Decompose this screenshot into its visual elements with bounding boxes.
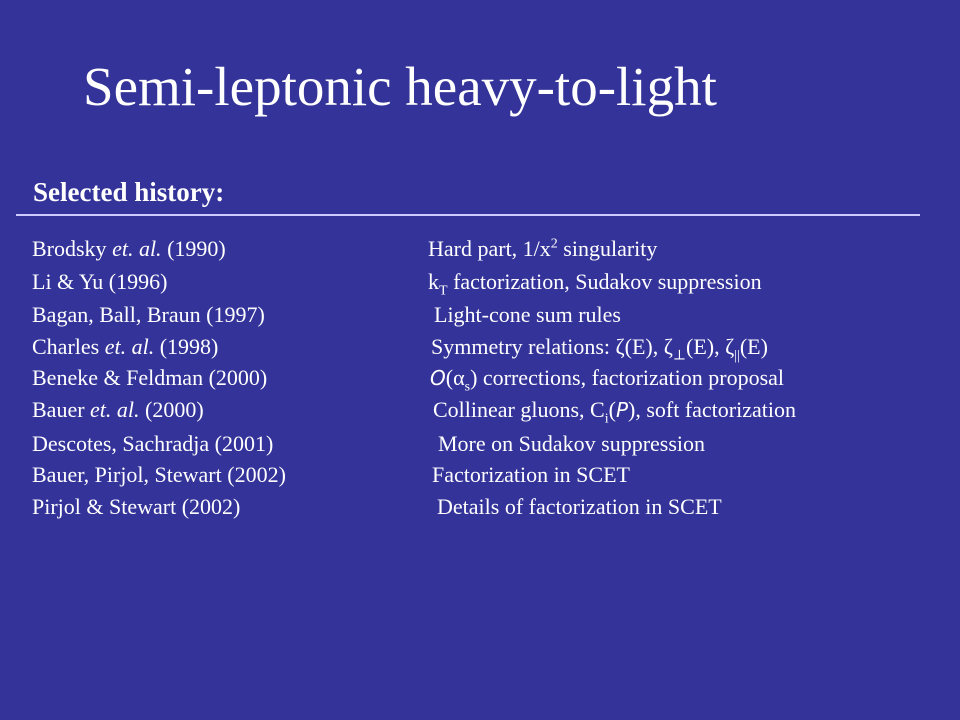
history-row-beneke <box>0 362 960 394</box>
description: $k_T$ factorization, Sudakov suppression <box>428 269 762 299</box>
history-row-charles <box>0 331 960 363</box>
slide-title: Semi-leptonic heavy-to-light <box>83 56 717 117</box>
big-o-symbol: O <box>430 366 446 390</box>
history-row-pirjol <box>0 491 960 523</box>
reference: Bauer, Pirjol, Stewart (2002) <box>32 462 286 487</box>
history-row-descotes <box>0 428 960 460</box>
divider-line <box>16 214 920 216</box>
reference: Beneke & Feldman (2000) <box>32 365 268 390</box>
section-heading: Selected history: <box>33 177 225 207</box>
description: Light-cone sum rules <box>434 302 621 327</box>
history-row-bauer-2002 <box>0 459 960 491</box>
description: Hard part, $1/x^2$ singularity <box>428 236 658 261</box>
reference: Li & Yu (1996) <box>32 269 168 294</box>
history-row-bauer-2000 <box>0 394 960 426</box>
description: Factorization in SCET <box>432 462 630 487</box>
reference: Descotes, Sachradja (2001) <box>32 431 274 456</box>
description: More on Sudakov suppression <box>438 431 706 456</box>
description: Details of factorization in SCET <box>437 494 722 519</box>
reference: Charles et. al. (1998) <box>32 334 219 359</box>
description: Symmetry relations: ζ(E), $\zeta_\perp(E)$, $\zeta_{||}(E)$ <box>431 334 768 364</box>
history-row-li-yu <box>0 266 960 298</box>
description: $O(\alpha_s)$ corrections, factorization proposal <box>430 365 785 395</box>
reference: Pirjol & Stewart (2002) <box>32 494 241 519</box>
reference: Brodsky et. al. (1990) <box>32 236 226 261</box>
reference: Bagan, Ball, Braun (1997) <box>32 302 265 327</box>
history-row-brodsky <box>0 233 960 265</box>
description: Collinear gluons, $C_i(P)$, soft factorization <box>433 397 796 427</box>
history-row-bagan <box>0 299 960 331</box>
script-p-symbol: P <box>615 398 628 422</box>
reference: Bauer et. al. (2000) <box>32 397 204 422</box>
